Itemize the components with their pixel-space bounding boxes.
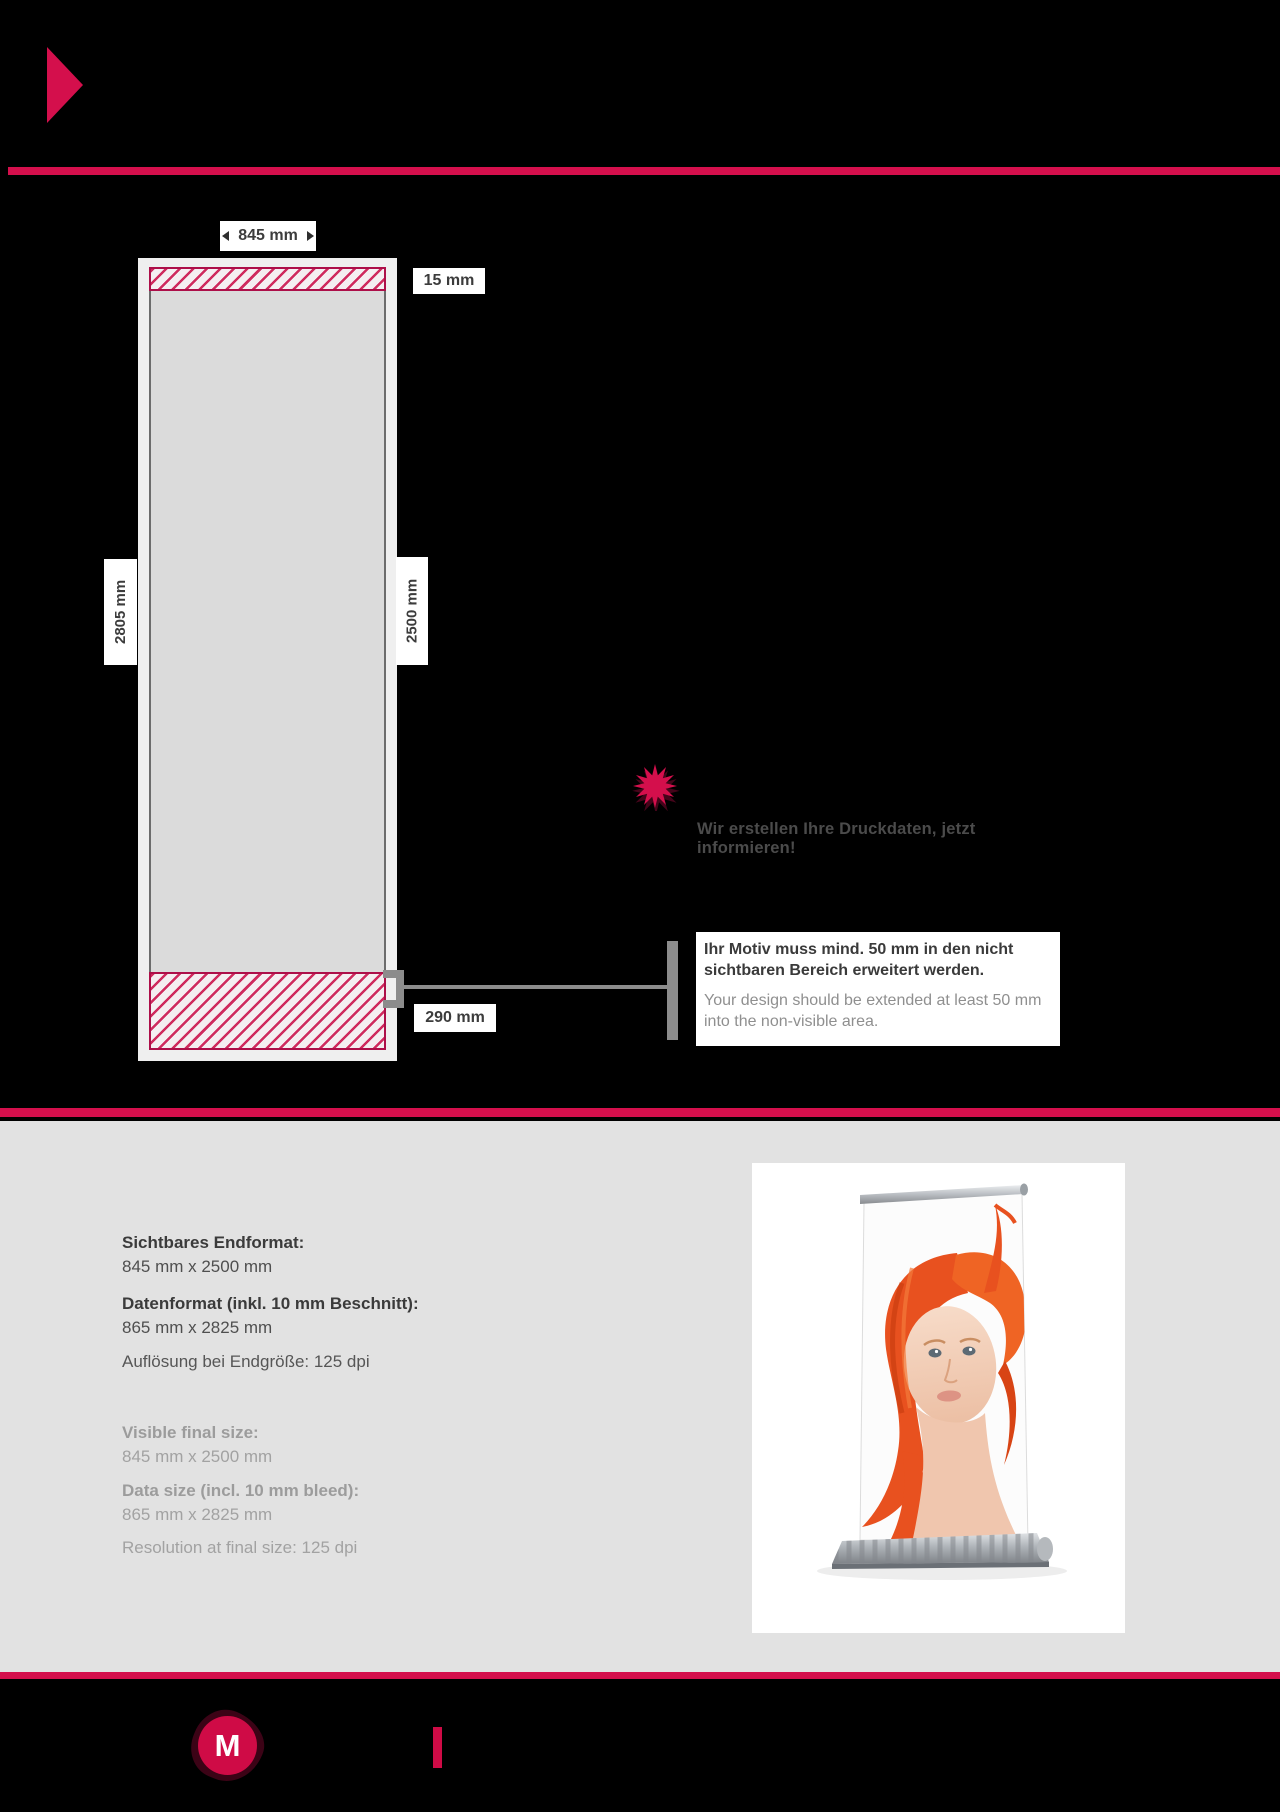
dimension-bracket [383,970,404,1008]
footer-accent-bar [433,1727,442,1768]
spec-data-label-de: Datenformat (inkl. 10 mm Beschnitt): [122,1294,419,1313]
footer-brand-logo: M [198,1716,257,1775]
bleed-dimension-label: 15 mm [413,268,485,294]
info-text-en: Your design should be extended at least 50 mm into the non-visible area. [704,992,1042,1030]
spec-resolution-en: Resolution at final size: 125 dpi [122,1538,358,1557]
footer-divider [0,1672,1280,1679]
spec-data-label-en: Data size (incl. 10 mm bleed): [122,1481,360,1500]
banner-print-area [149,267,386,1050]
brand-triangle-logo [47,47,83,123]
promo-note: Wir erstellen Ihre Druckdaten, jetzt informieren! [697,820,976,857]
info-box [696,932,1060,1046]
dimension-arrow-right-icon [307,231,314,241]
total-height-dimension-label: 2805 mm [104,559,137,665]
spec-data-value-de: 865 mm x 2825 mm [122,1318,273,1337]
starburst-icon [630,763,682,811]
dimension-arrow-left-icon [222,231,229,241]
spec-visible-value-en: 845 mm x 2500 mm [122,1447,273,1466]
header-divider [8,167,1280,175]
connector-bar [667,941,678,1040]
width-dimension-label: 845 mm [220,221,316,251]
rollup-product-photo [752,1163,1125,1633]
bottom-zone-dimension-label: 290 mm [414,1004,496,1032]
section-divider [0,1108,1280,1117]
spec-visible-value-de: 845 mm x 2500 mm [122,1257,273,1276]
connector-line [404,985,667,989]
info-text-de: Ihr Motiv muss mind. 50 mm in den nicht sichtbaren Bereich erweitert werden. [704,941,1014,979]
bleed-area-top [149,267,386,291]
spec-visible-label-de: Sichtbares Endformat: [122,1233,305,1252]
spec-resolution-de: Auflösung bei Endgröße: 125 dpi [122,1352,370,1371]
bleed-area-bottom [149,972,386,1050]
spec-visible-label-en: Visible final size: [122,1423,259,1442]
spec-data-value-en: 865 mm x 2825 mm [122,1505,273,1524]
rollup-banner-illustration [752,1163,1125,1633]
visible-height-dimension-label: 2500 mm [396,557,428,665]
